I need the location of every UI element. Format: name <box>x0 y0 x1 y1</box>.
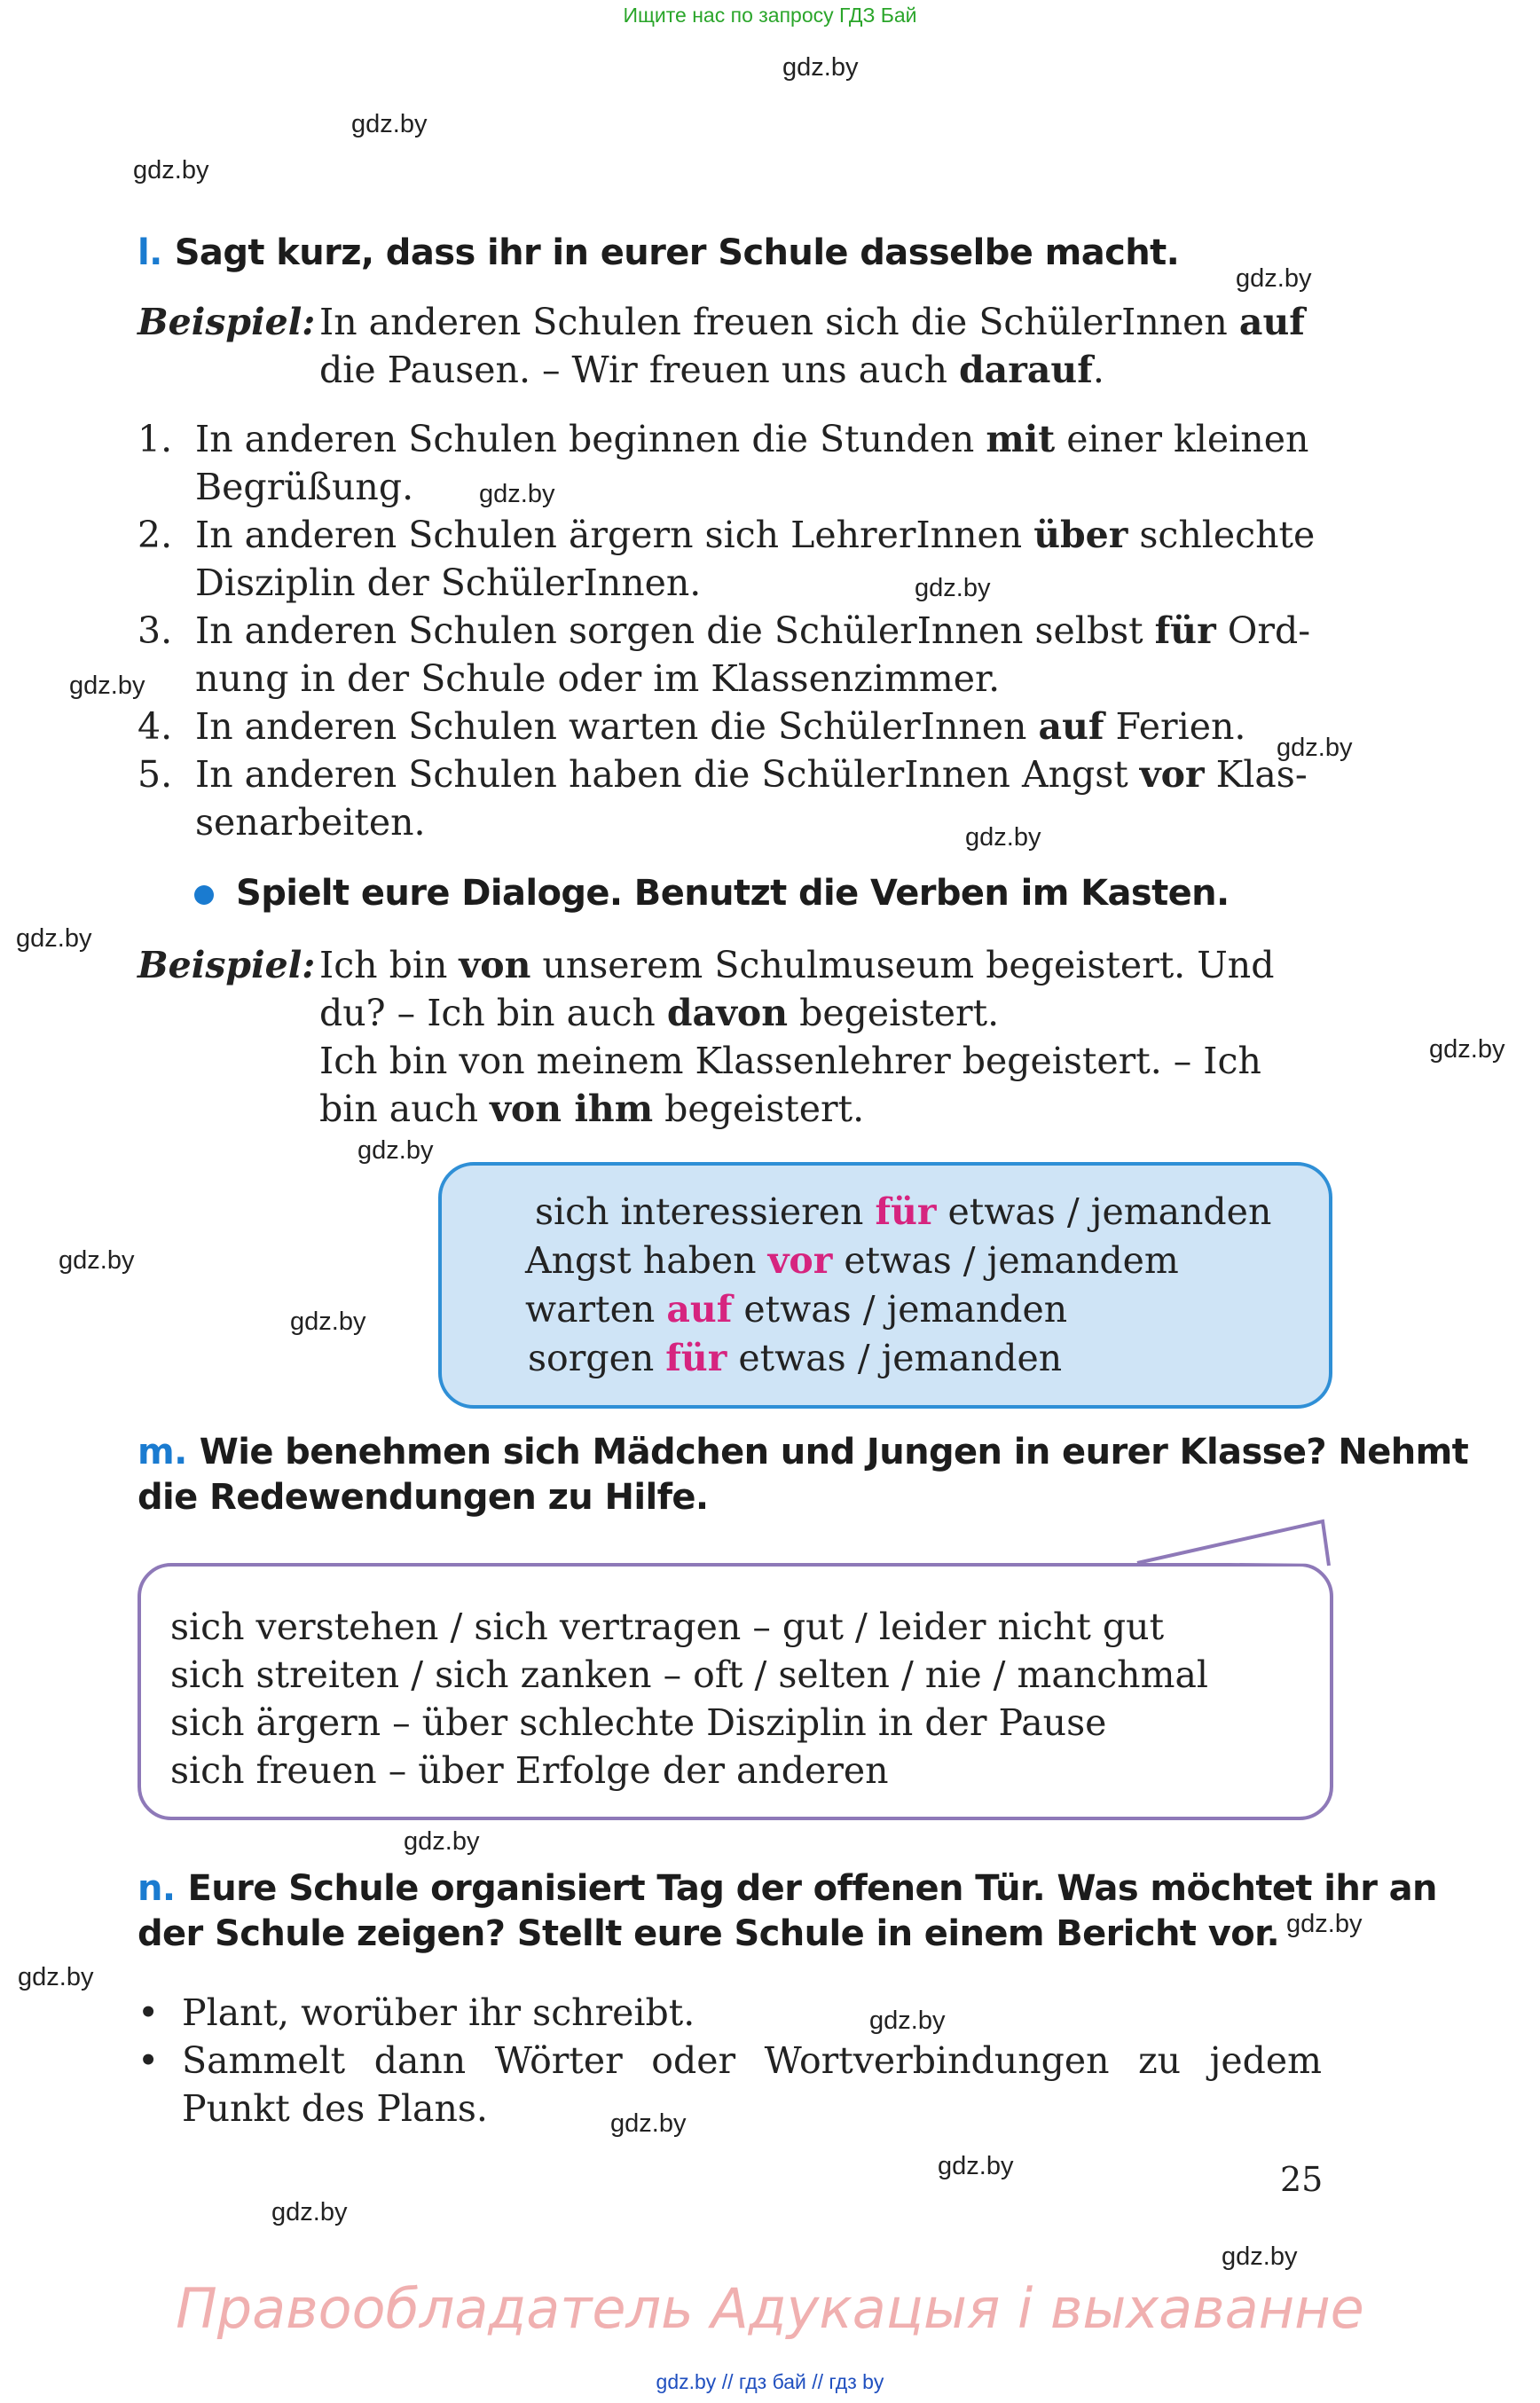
list-number: 2. <box>138 514 173 556</box>
watermark: gdz.by <box>271 2198 348 2226</box>
bubble-line: sich streiten / sich zanken – oft / selten / nie / manchmal <box>170 1653 1209 1696</box>
list-item: In anderen Schulen haben die SchülerInnen Angst vor Klas- <box>195 753 1308 796</box>
list-item: In anderen Schulen warten die SchülerInnen auf Ferien. <box>195 705 1246 748</box>
section-n-heading: n. Eure Schule organisiert Tag der offenen Tür. Was möchtet ihr an <box>138 1868 1437 1909</box>
watermark: gdz.by <box>938 2152 1014 2180</box>
bubble-line: sich verstehen / sich vertragen – gut / leider nicht gut <box>170 1606 1165 1648</box>
watermark: gdz.by <box>404 1827 480 1856</box>
list-item: senarbeiten. <box>195 801 426 844</box>
list-item: Begrüßung. <box>195 466 414 508</box>
section-m-heading-line2: die Redewendungen zu Hilfe. <box>138 1477 709 1518</box>
watermark: gdz.by <box>915 574 991 602</box>
watermark: gdz.by <box>782 53 859 82</box>
bullet-item: Plant, worüber ihr schreibt. <box>182 1991 695 2034</box>
verb-phrase: sich interessieren für etwas / jemanden <box>535 1190 1272 1233</box>
dialog-line: du? – Ich bin auch davon begeistert. <box>319 992 1000 1034</box>
copyright-footer: Правообладатель Адукацыя і выхаванне <box>176 2276 1364 2341</box>
list-item: In anderen Schulen beginnen die Stunden mit einer kleinen <box>195 418 1309 460</box>
watermark: gdz.by <box>351 110 428 138</box>
section-letter: n. <box>138 1868 176 1909</box>
bubble-tail <box>1127 1512 1340 1575</box>
list-item: In anderen Schulen ärgern sich LehrerInnen über schlechte <box>195 514 1316 556</box>
watermark: gdz.by <box>16 924 92 953</box>
footer-links[interactable]: gdz.by // гдз бай // гдз by <box>656 2370 884 2393</box>
verb-phrase: sorgen für etwas / jemanden <box>528 1337 1063 1379</box>
watermark: gdz.by <box>133 156 209 185</box>
verb-phrase: warten auf etwas / jemanden <box>525 1288 1068 1331</box>
bubble-line: sich freuen – über Erfolge der anderen <box>170 1749 889 1792</box>
watermark: gdz.by <box>965 823 1041 852</box>
bubble-line: sich ärgern – über schlechte Disziplin in der Pause <box>170 1701 1107 1744</box>
section-title: Sagt kurz, dass ihr in eurer Schule dasselbe macht. <box>174 232 1180 273</box>
dialog-line: bin auch von ihm begeistert. <box>319 1088 865 1130</box>
dialog-heading: Spielt eure Dialoge. Benutzt die Verben im Kasten. <box>236 873 1230 914</box>
section-n-heading-line2: der Schule zeigen? Stellt eure Schule in einem Bericht vor. <box>138 1913 1280 1954</box>
watermark: gdz.by <box>1277 734 1353 762</box>
watermark: gdz.by <box>869 2006 946 2035</box>
bullet-item: Punkt des Plans. <box>182 2087 488 2130</box>
section-letter: l. <box>138 232 162 273</box>
watermark: gdz.by <box>1222 2242 1298 2271</box>
list-item: Disziplin der SchülerInnen. <box>195 561 702 604</box>
list-number: 4. <box>138 705 173 748</box>
bullet-marker: • <box>138 2039 160 2082</box>
beispiel-line: die Pausen. – Wir freuen uns auch darauf. <box>319 349 1104 391</box>
watermark: gdz.by <box>358 1136 434 1165</box>
top-note: Ищите нас по запросу ГДЗ Бай <box>623 4 917 27</box>
section-l-heading <box>138 232 1179 273</box>
watermark: gdz.by <box>1429 1035 1505 1064</box>
beispiel-label: Beispiel: <box>138 944 316 986</box>
watermark: gdz.by <box>1286 1910 1363 1938</box>
list-number: 1. <box>138 418 173 460</box>
list-number: 5. <box>138 753 173 796</box>
list-item: In anderen Schulen sorgen die SchülerInnen selbst für Ord- <box>195 609 1311 652</box>
watermark: gdz.by <box>69 671 145 700</box>
section-m-heading: m. Wie benehmen sich Mädchen und Jungen in eurer Klasse? Nehmt <box>138 1432 1469 1472</box>
bullet-dot <box>194 885 214 905</box>
dialog-line: Ich bin von unserem Schulmuseum begeistert. Und <box>319 944 1275 986</box>
watermark: gdz.by <box>290 1308 366 1336</box>
watermark: gdz.by <box>18 1963 94 1991</box>
watermark: gdz.by <box>59 1246 135 1275</box>
beispiel-label: Beispiel: <box>138 301 316 343</box>
list-number: 3. <box>138 609 173 652</box>
bullet-marker: • <box>138 1991 160 2034</box>
page-number: 25 <box>1280 2160 1324 2199</box>
watermark: gdz.by <box>1236 264 1312 293</box>
watermark: gdz.by <box>479 480 555 508</box>
bullet-item: Sammelt dann Wörter oder Wortverbindungen zu jedem <box>182 2039 1322 2082</box>
beispiel-line: In anderen Schulen freuen sich die SchülerInnen auf <box>319 301 1305 343</box>
watermark: gdz.by <box>610 2109 687 2138</box>
verb-phrase: Angst haben vor etwas / jemandem <box>525 1239 1179 1282</box>
list-item: nung in der Schule oder im Klassenzimmer. <box>195 657 1001 700</box>
section-letter: m. <box>138 1432 187 1472</box>
dialog-line: Ich bin von meinem Klassenlehrer begeistert. – Ich <box>319 1040 1261 1082</box>
